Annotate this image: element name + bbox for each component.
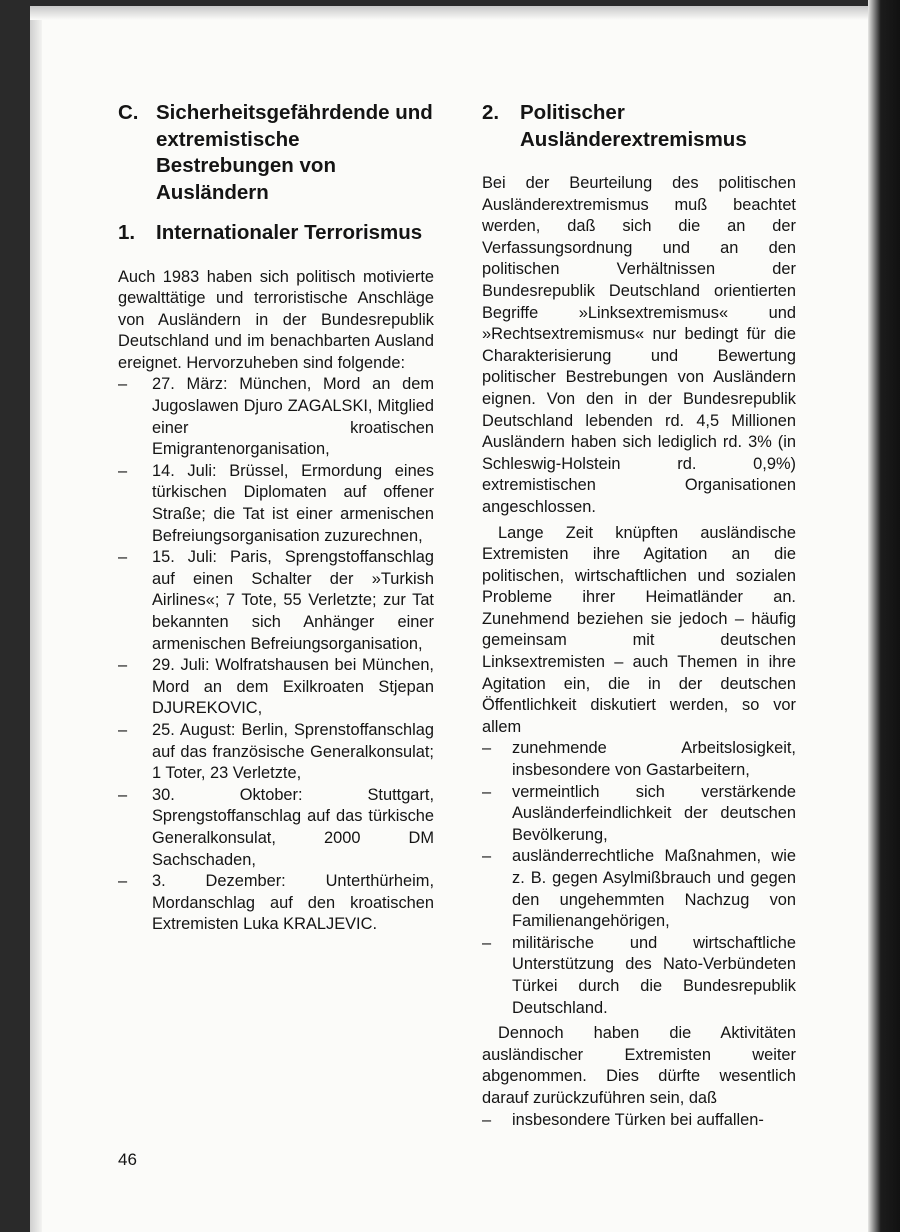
event-text: 27. März: München, Mord an dem Jugoslawen Djuro ZAGALSKI, Mitglied einer kroatischen Emigrantenorganisation, [152, 375, 434, 459]
event-list [118, 374, 434, 935]
page-top-shadow [30, 6, 878, 20]
list-item: – 25. August: Berlin, Sprenstoffanschlag auf das französische Generalkonsulat; 1 Toter, 23 Verletzte, [118, 720, 434, 785]
section-c-heading [118, 100, 434, 206]
list-item: – 15. Juli: Paris, Sprengstoffanschlag auf einen Schalter der »Turkish Airlines«; 7 Tote, 55 Verletzte; zur Tat bekannten sich Anhänger einer armenischen Befreiungsorganisation, [118, 547, 434, 655]
event-text: 15. Juli: Paris, Sprengstoffanschlag auf einen Schalter der »Turkish Airlines«; 7 Tote, 55 Verletzte; zur Tat bekannten sich Anhänger einer armenischen Befreiungsorganisation, [152, 548, 434, 653]
list-item: – vermeintlich sich verstärkende Ausländerfeindlichkeit der deutschen Bevölkerung, [482, 782, 796, 847]
topic-text: militärische und wirtschaftliche Unterstützung des Nato-Verbündeten Türkei durch die Bundesrepublik Deutschland. [512, 933, 796, 1017]
event-text: 3. Dezember: Unterthürheim, Mordanschlag auf den kroatischen Extremisten Luka KRALJEVIC. [152, 872, 434, 934]
page-right-edge [868, 0, 900, 1232]
section-c-title: Sicherheitsgefährdende und extremistische Bestrebungen von Ausländern [156, 101, 433, 204]
section-1-heading [118, 220, 434, 247]
list-item: – ausländerrechtliche Maßnahmen, wie z. B. gegen Asylmißbrauch und gegen den ungehemmten Nachzug von Familienangehörigen, [482, 846, 796, 932]
section-c-number: C. [118, 101, 139, 124]
paragraph-agitation: Lange Zeit knüpften ausländische Extremisten ihre Agitation an die politischen, wirtschaftlichen und sozialen Probleme ihrer Heimatländer an. Zunehmend beziehen sie jedoch – häufig gemeinsam mit deutschen Linksextremisten – auch Themen in ihre Agitation ein, die in der deutschen Öffentlichkeit diskutiert werden, so vor allem [482, 523, 796, 736]
right-column [482, 100, 796, 1131]
event-text: 14. Juli: Brüssel, Ermordung eines türkischen Diplomaten auf offener Straße; die Tat ist einer armenischen Befreiungsorganisation zuzurechnen, [152, 461, 434, 545]
topic-list [482, 738, 796, 1019]
paragraph-assessment: Bei der Beurteilung des politischen Ausländerextremismus muß beachtet werden, daß sich die an der Verfassungsordnung und an den politischen Verhältnissen der Bundesrepublik Deutschland orientierten Begriffe »Linksextremismus« und »Rechtsextremismus« nur bedingt für die Charakterisierung und Bewertung politischer Bestrebungen von Ausländern eignen. Von den in der Bundesrepublik Deutschland lebenden rd. 4,5 Millionen Ausländern haben sich lediglich rd. 3% (in Schleswig-Holstein rd. 0,9%) extremistischen Organisationen angeschlossen. [482, 174, 796, 516]
list-item: – insbesondere Türken bei auffallen- [482, 1110, 796, 1132]
list-item: – 27. März: München, Mord an dem Jugoslawen Djuro ZAGALSKI, Mitglied einer kroatischen Emigrantenorganisation, [118, 374, 434, 460]
page-number: 46 [118, 1150, 137, 1169]
section-2-title: Politischer Ausländerextremismus [520, 101, 747, 151]
section-2-number: 2. [482, 101, 500, 124]
topic-text: vermeintlich sich verstärkende Ausländerfeindlichkeit der deutschen Bevölkerung, [512, 782, 796, 844]
list-item: – 14. Juli: Brüssel, Ermordung eines türkischen Diplomaten auf offener Straße; die Tat ist einer armenischen Befreiungsorganisation zuzurechnen, [118, 461, 434, 547]
reason-list [482, 1110, 796, 1132]
topic-text: zunehmende Arbeitslosigkeit, insbesondere von Gastarbeitern, [512, 739, 796, 780]
page-gutter-shadow [30, 6, 42, 1232]
intro-paragraph: Auch 1983 haben sich politisch motivierte gewalttätige und terroristische Anschläge von Ausländern in der Bundesrepublik Deutschland und im benachbarten Ausland ereignet. Hervorzuheben sind folgende: [118, 267, 434, 372]
section-1-number: 1. [118, 221, 136, 244]
left-column [118, 100, 434, 936]
section-1-title: Internationaler Terrorismus [156, 221, 423, 244]
list-item: – 3. Dezember: Unterthürheim, Mordanschlag auf den kroatischen Extremisten Luka KRALJEVIC. [118, 871, 434, 936]
list-item: – 29. Juli: Wolfratshausen bei München, Mord an dem Exilkroaten Stjepan DJUREKOVIC, [118, 655, 434, 720]
paragraph-decline: Dennoch haben die Aktivitäten ausländischer Extremisten weiter abgenommen. Dies dürfte wesentlich darauf zurückzuführen sein, daß [482, 1024, 796, 1107]
event-text: 30. Oktober: Stuttgart, Sprengstoffanschlag auf das türkische Generalkonsulat, 2000 DM Sachschaden, [152, 785, 434, 869]
event-text: 25. August: Berlin, Sprenstoffanschlag auf das französische Generalkonsulat; 1 Toter, 23 Verletzte, [152, 720, 434, 783]
list-item: – zunehmende Arbeitslosigkeit, insbesondere von Gastarbeitern, [482, 738, 796, 781]
topic-text: ausländerrechtliche Maßnahmen, wie z. B. gegen Asylmißbrauch und gegen den ungehemmten Nachzug von Familienangehörigen, [512, 847, 796, 931]
section-2-heading [482, 100, 796, 153]
reason-text: insbesondere Türken bei auffallen- [512, 1110, 764, 1129]
list-item: – 30. Oktober: Stuttgart, Sprengstoffanschlag auf das türkische Generalkonsulat, 2000 DM Sachschaden, [118, 785, 434, 871]
event-text: 29. Juli: Wolfratshausen bei München, Mord an dem Exilkroaten Stjepan DJUREKOVIC, [152, 656, 434, 718]
list-item: – militärische und wirtschaftliche Unterstützung des Nato-Verbündeten Türkei durch die Bundesrepublik Deutschland. [482, 933, 796, 1019]
